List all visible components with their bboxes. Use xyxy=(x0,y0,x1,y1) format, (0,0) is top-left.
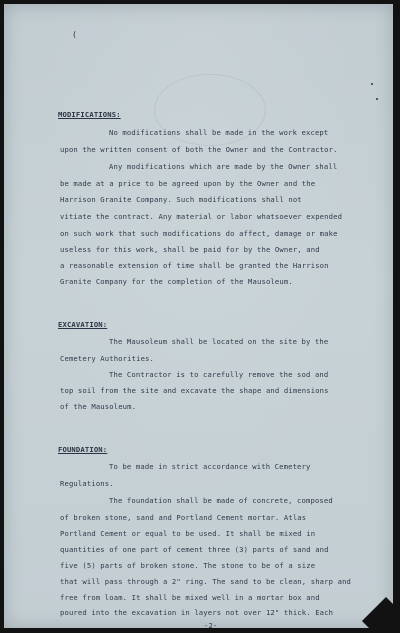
text-line: The Mausoleum shall be located on the site by the xyxy=(109,337,329,346)
text-line: be made at a price to be agreed upon by the Owner and the xyxy=(60,179,316,188)
text-line: of broken stone, sand and Portland Cement mortar. Atlas xyxy=(60,513,307,522)
text-line: The Contractor is to carefully remove the sod and xyxy=(109,370,329,379)
text-line: useless for this work, shall be paid for by the Owner, and xyxy=(60,245,320,254)
text-line: Any modifications which are made by the Owner shall xyxy=(109,162,338,171)
text-line: five (5) parts of broken stone. The stone to be of a size xyxy=(60,561,316,570)
text-line: Harrison Granite Company. Such modifications shall not xyxy=(60,195,302,204)
ink-spot xyxy=(376,98,378,100)
excavation-heading: EXCAVATION: xyxy=(58,320,108,329)
page-number: -2- xyxy=(204,621,218,628)
text-line: on such work that such modifications do affect, damage or make xyxy=(60,229,338,238)
margin-mark: ( xyxy=(72,30,77,39)
document-page xyxy=(4,4,393,628)
text-line: quantities of one part of cement three (3) parts of sand and xyxy=(60,545,329,554)
modifications-heading: MODIFICATIONS: xyxy=(58,110,121,119)
text-line: that will pass through a 2" ring. The sand to be clean, sharp and xyxy=(60,577,352,586)
text-line: a reasonable extension of time shall be granted the Harrison xyxy=(60,261,329,270)
text-line: No modifications shall be made in the work except xyxy=(109,128,329,137)
text-line: Regulations. xyxy=(60,479,114,488)
text-line: Granite Company for the completion of the Mausoleum. xyxy=(60,277,293,286)
foundation-heading: FOUNDATION: xyxy=(58,445,108,454)
ink-spot xyxy=(371,83,373,85)
text-line: upon the written consent of both the Owner and the Contractor. xyxy=(60,145,338,154)
text-line: poured into the excavation in layers not over 12" thick. Each xyxy=(60,608,334,617)
text-line: The foundation shall be made of concrete, composed xyxy=(109,496,333,505)
text-line: Portland Cement or equal to be used. It shall be mixed in xyxy=(60,529,316,538)
text-line: Cemetery Authorities. xyxy=(60,354,155,363)
text-line: top soil from the site and excavate the shape and dimensions xyxy=(60,386,329,395)
text-line: free from loam. It shall be mixed well in a mortar box and xyxy=(60,593,320,602)
text-line: To be made in strict accordance with Cemetery xyxy=(109,462,311,471)
text-line: of the Mausoleum. xyxy=(60,402,137,411)
text-line: vitiate the contract. Any material or labor whatsoever expended xyxy=(60,212,343,221)
